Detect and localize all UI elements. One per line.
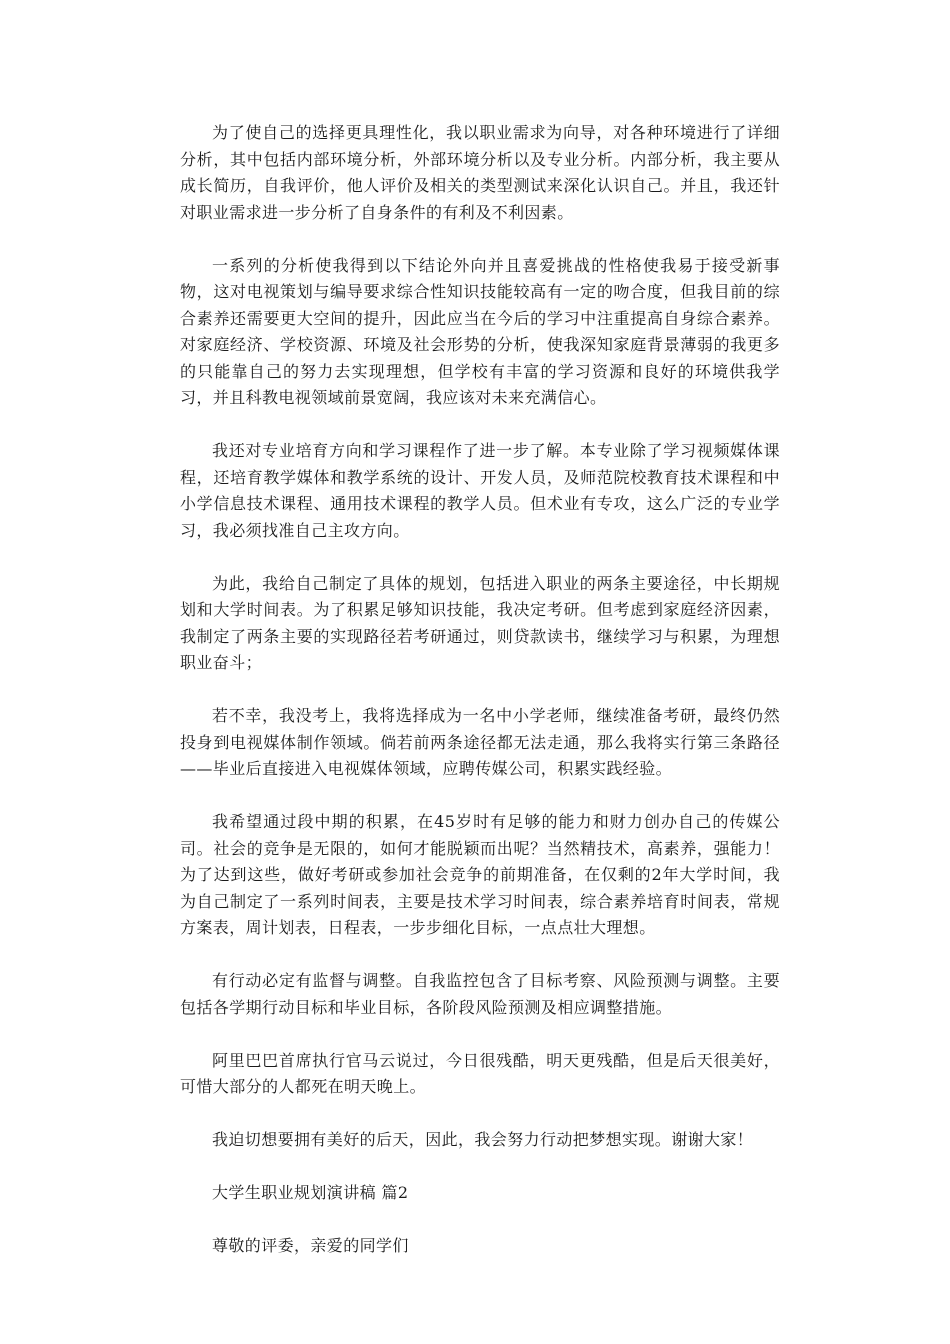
paragraph-monitoring: 有行动必定有监督与调整。自我监控包含了目标考察、风险预测与调整。主要包括各学期行动目标和毕业目标，各阶段风险预测及相应调整措施。 [180,971,780,1017]
paragraph-analysis-conclusion: 一系列的分析使我得到以下结论外向并且喜爱挑战的性格使我易于接受新事物，这对电视策划与编导要求综合性知识技能较高有一定的吻合度，但我目前的综合素养还需要更大空间的提升，因此应当在今后的学习中注重提高自身综合素养。对家庭经济、学校资源、环境及社会形势的分析，使我深知家庭背景薄弱的我更多的只能靠自己的努力去实现理想，但学校有丰富的学习资源和良好的环境供我学习，并且科教电视领域前景宽阔，我应该对未来充满信心。 [180,255,780,407]
paragraph-planning: 为此，我给自己制定了具体的规划，包括进入职业的两条主要途径，中长期规划和大学时间表。为了积累足够知识技能，我决定考研。但考虑到家庭经济因素，我制定了两条主要的实现路径若考研通过，则贷款读书，继续学习与积累，为理想职业奋斗； [180,573,780,672]
document-body [180,120,780,1286]
paragraph-major-direction: 我还对专业培育方向和学习课程作了进一步了解。本专业除了学习视频媒体课程，还培育教学媒体和教学系统的设计、开发人员，及师范院校教育技术课程和中小学信息技术课程、通用技术课程的教学人员。但术业有专攻，这么广泛的专业学习，我必须找准自己主攻方向。 [180,441,780,540]
paragraph-salutation: 尊敬的评委，亲爱的同学们 [212,1236,409,1255]
paragraph-closing: 我迫切想要拥有美好的后天，因此，我会努力行动把梦想实现。谢谢大家！ [212,1130,754,1149]
paragraph-long-term-goal: 我希望通过段中期的积累，在45岁时有足够的能力和财力创办自己的传媒公司。社会的竞争是无限的，如何才能脱颖而出呢？当然精技术，高素养，强能力！为了达到这些，做好考研或参加社会竞争的前期准备，在仅剩的2年大学时间，我为自己制定了一系列时间表，主要是技术学习时间表，综合素养培育时间表，常规方案表，周计划表，日程表，一步步细化目标，一点点壮大理想。 [180,812,780,937]
paragraph-alternative-path: 若不幸，我没考上，我将选择成为一名中小学老师，继续准备考研，最终仍然投身到电视媒体制作领域。倘若前两条途径都无法走通，那么我将实行第三条路径——毕业后直接进入电视媒体领域，应聘传媒公司，积累实践经验。 [180,706,780,778]
paragraph-environment-analysis: 为了使自己的选择更具理性化，我以职业需求为向导，对各种环境进行了详细分析，其中包括内部环境分析，外部环境分析以及专业分析。内部分析，我主要从成长简历，自我评价，他人评价及相关的类型测试来深化认识自己。并且，我还针对职业需求进一步分析了自身条件的有利及不利因素。 [180,123,780,222]
paragraph-quote: 阿里巴巴首席执行官马云说过，今日很残酷，明天更残酷，但是后天很美好，可惜大部分的人都死在明天晚上。 [180,1050,780,1096]
section-heading: 大学生职业规划演讲稿 篇2 [212,1183,409,1202]
